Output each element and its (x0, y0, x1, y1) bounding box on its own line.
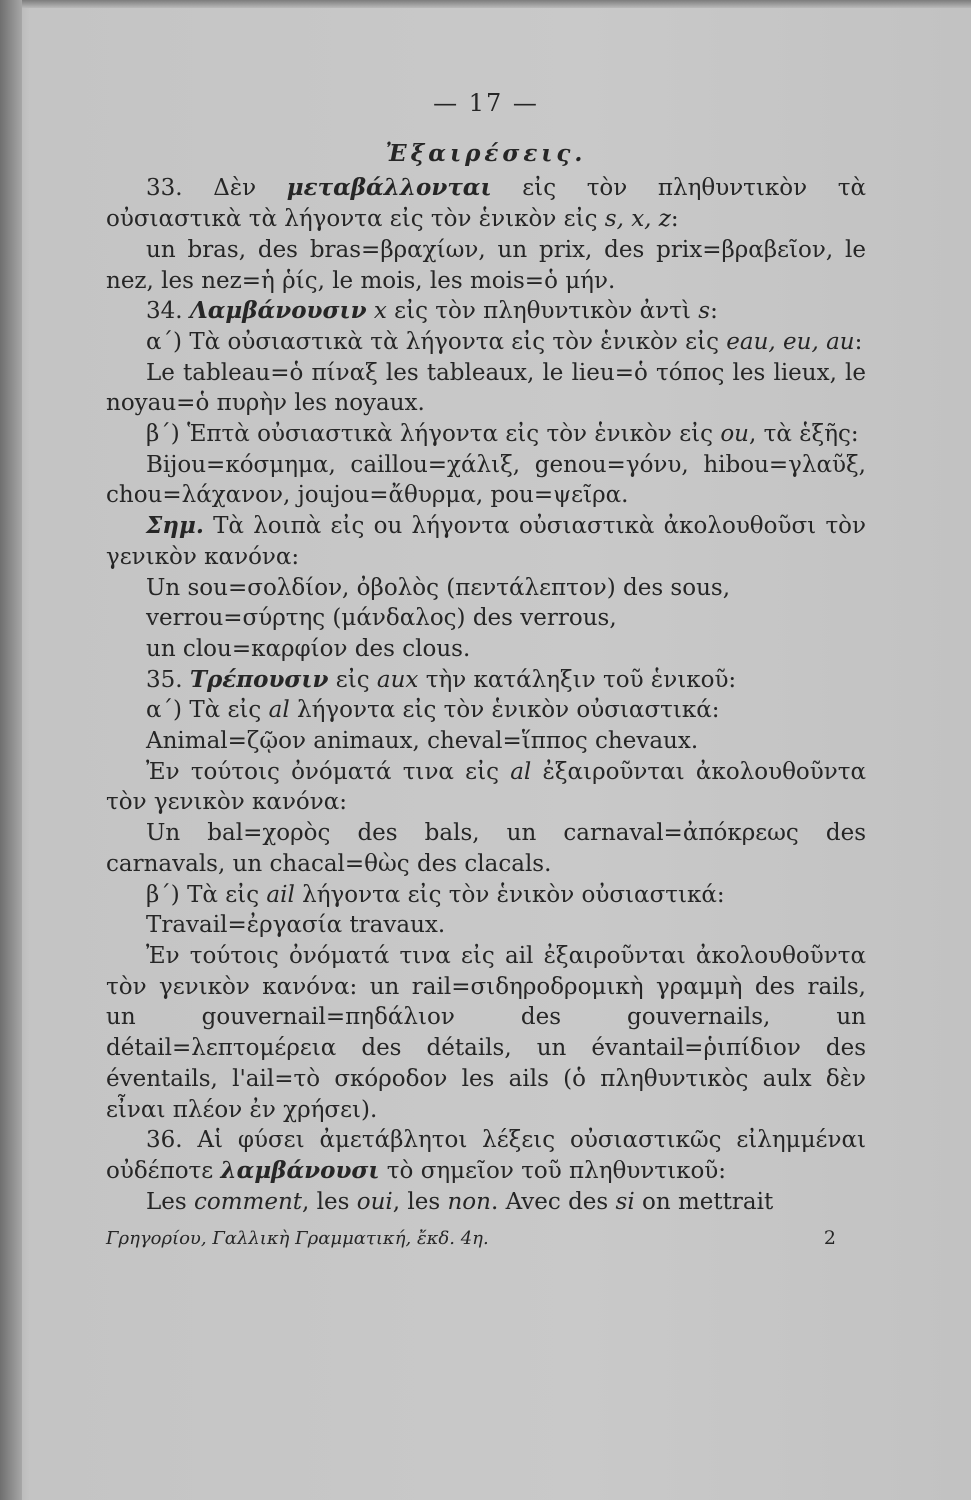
page-footer (106, 1223, 866, 1255)
page-number: — 17 — (433, 89, 539, 117)
paragraph-34-note: Σημ. Τὰ λοιπὰ εἰς ou λήγοντα οὐσιαστικὰ ἀκολουθοῦσι τὸν γενικὸν κανόνα: (106, 512, 866, 570)
footer-book-title: Γρηγορίου, Γαλλικὴ Γραμματική, ἔκδ. 4η. (106, 1228, 489, 1250)
paragraph-33: 33. Δὲν μεταβάλλονται εἰς τὸν πληθυντικὸν τὰ οὐσιαστικὰ τὰ λήγοντα εἰς τὸν ἑνικὸν εἰς s, x, z: (106, 174, 867, 233)
paragraph-35-b: β΄) Τὰ εἰς ail λήγοντα εἰς τὸν ἑνικὸν οὐσιαστικά: (146, 881, 725, 908)
paragraph-36-examples: Les comment, les oui, les non. Avec des si on mettrait (146, 1188, 774, 1215)
paragraph-34-note-example-2: verrou=σύρτης (μάνδαλος) des verrous, (146, 605, 617, 632)
paragraph-34: 34. Λαμβάνουσιν x εἰς τὸν πληθυντικὸν ἀντὶ s: (146, 297, 718, 325)
paragraph-34-b-examples: Bijou=κόσμημα, caillou=χάλιξ, genou=γόνυ, hibou=γλαῦξ, chou=λάχανον, joujou=ἄθυρμα, pou=ψεῖρα. (106, 451, 866, 509)
paragraph-35-b-examples: Travail=ἐργασία travaux. (146, 912, 446, 939)
paragraph-33-examples: un bras, des bras=βραχίων, un prix, des prix=βραβεῖον, le nez, les nez=ἡ ῥίς, le mois, les mois=ὁ μήν. (106, 236, 866, 294)
paragraph-35-a-examples: Animal=ζῷον animaux, cheval=ἵππος chevaux. (146, 728, 699, 755)
paragraph-34-note-example-3: un clou=καρφίον des clous. (146, 635, 471, 662)
paragraph-34-b: β΄) Ἑπτὰ οὐσιαστικὰ λήγοντα εἰς τὸν ἑνικὸν εἰς ou, τὰ ἑξῆς: (146, 421, 859, 448)
signature-mark: 2 (823, 1227, 836, 1250)
paragraph-36: 36. Αἱ φύσει ἀμετάβλητοι λέξεις οὐσιαστικῶς εἰλημμέναι οὐδέποτε λαμβάνουσι τὸ σημεῖον τοῦ πληθυντικοῦ: (106, 1127, 866, 1184)
page-top-shadow (0, 0, 971, 8)
page-content (106, 88, 866, 1255)
paragraph-35-a: α΄) Τὰ εἰς al λήγοντα εἰς τὸν ἑνικὸν οὐσιαστικά: (146, 697, 720, 724)
paragraph-35: 35. Τρέπουσιν εἰς aux τὴν κατάληξιν τοῦ ἑνικοῦ: (146, 665, 737, 693)
page-binding-shadow (0, 0, 22, 1500)
paragraph-35-a-exception-examples: Un bal=χορὸς des bals, un carnaval=ἀπόκρεως des carnavals, un chacal=θὼς des clacals. (106, 820, 866, 877)
paragraph-35-b-exception: Ἐν τούτοις ὀνόματά τινα εἰς ail ἐξαιροῦνται ἀκολουθοῦντα τὸν γενικὸν κανόνα: un rail=σιδηροδρομικὴ γραμμὴ des rails, un gouvernail=πηδάλιον des gouvernails, un détail=λεπτομέρεια des détails, un évantail=ῥιπίδιον des éventails, l'ail=τὸ σκόροδον les ails (ὁ πληθυντικὸς aulx δὲν εἶναι πλέον ἐν χρήσει). (106, 942, 866, 1123)
section-heading: Ἐξαιρέσεις. (385, 139, 587, 167)
paragraph-34-a: α΄) Τὰ οὐσιαστικὰ τὰ λήγοντα εἰς τὸν ἑνικὸν εἰς eau, eu, au: (146, 328, 863, 355)
paragraph-35-a-exception: Ἐν τούτοις ὀνόματά τινα εἰς al ἐξαιροῦνται ἀκολουθοῦντα τὸν γενικὸν κανόνα: (106, 758, 866, 816)
paragraph-34-note-example-1: Un sou=σολδίον, ὀβολὸς (πεντάλεπτον) des sous, (146, 574, 731, 601)
paragraph-34-a-examples: Le tableau=ὁ πίναξ les tableaux, le lieu=ὁ τόπος les lieux, le noyau=ὁ πυρὴν les noyaux. (106, 359, 866, 417)
